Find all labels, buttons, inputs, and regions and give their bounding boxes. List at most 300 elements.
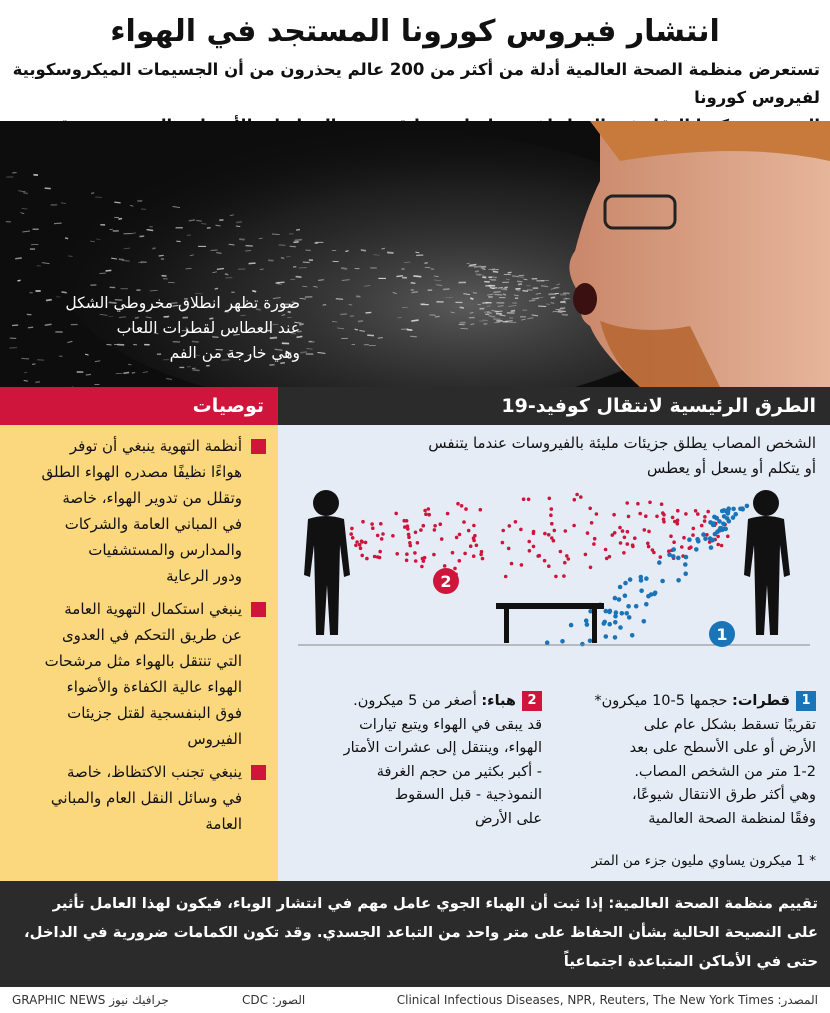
intro-text [10, 56, 820, 116]
aerosol-particle [671, 516, 675, 520]
square-bullet-icon [251, 439, 266, 454]
spray-streak [118, 219, 122, 220]
aerosol-particle [684, 512, 688, 516]
spray-streak [215, 288, 218, 289]
aerosol-particle [647, 545, 651, 549]
droplet-particle [722, 508, 727, 513]
aerosol-particle [514, 520, 518, 524]
svg-text:2: 2 [440, 572, 452, 591]
spray-streak [341, 268, 347, 269]
aerosol-particle [706, 510, 710, 514]
droplet-particle [683, 562, 688, 567]
droplet-particle [667, 553, 672, 558]
aerosol-particle [716, 543, 720, 547]
droplet-particle [584, 618, 589, 623]
aerosol-particle [522, 497, 526, 501]
aerosol-particle [562, 574, 566, 578]
recommendation-item [8, 759, 268, 837]
aerosol-particle [682, 536, 686, 540]
droplet-particle [608, 609, 613, 614]
spray-streak [498, 306, 504, 307]
spray-streak [558, 311, 566, 312]
droplets-line: 1-2 متر من الشخص المصاب. [634, 763, 816, 780]
brand-credit: GRAPHIC NEWS جرافيك نيوز [12, 993, 169, 1007]
spray-streak [503, 294, 506, 295]
spray-streak [147, 230, 154, 231]
aerosol-particle [646, 542, 650, 546]
droplet-particle [671, 547, 676, 552]
aerosol-particle [423, 556, 427, 560]
spray-streak [225, 274, 228, 275]
source-credit: المصدر: Clinical Infectious Diseases, NPR, Reuters, The New York Times [396, 993, 818, 1007]
droplet-particle [701, 532, 706, 537]
transmission-diagram [278, 485, 830, 685]
aerosol-line: على الأرض [475, 810, 542, 827]
spray-streak [54, 223, 62, 224]
spray-streak [276, 282, 280, 283]
aerosol-particle [472, 539, 476, 543]
aerosol-particle [460, 504, 464, 508]
aerosol-particle [423, 509, 427, 513]
droplet-particle [624, 611, 629, 616]
aerosol-particle [595, 512, 599, 516]
reco-line: ينبغي تجنب الاكتظاظ، خاصة [67, 763, 242, 781]
recommendations-panel [0, 425, 278, 881]
aerosol-particle [391, 534, 395, 538]
spray-streak [411, 292, 417, 293]
droplet-particle [613, 596, 618, 601]
droplet-particle [639, 588, 644, 593]
droplet-particle [649, 592, 654, 597]
aerosol-number-badge: 2 [522, 691, 542, 711]
page-title: انتشار فيروس كورونا المستجد في الهواء [110, 14, 720, 49]
spray-streak [293, 242, 298, 243]
aerosol-particle [726, 535, 730, 539]
spray-streak [24, 381, 28, 382]
reco-line: الفيروس [187, 730, 242, 748]
spray-streak [23, 193, 28, 194]
droplets-label: قطرات: [732, 693, 790, 709]
who-assessment [0, 881, 830, 987]
aerosol-particle [419, 528, 423, 532]
aerosol-particle [507, 547, 511, 551]
aerosol-particle [413, 551, 417, 555]
aerosol-particle [573, 498, 577, 502]
spray-streak [474, 266, 481, 267]
droplet-particle [717, 519, 722, 524]
aerosol-particle [376, 555, 380, 559]
droplet-particle [696, 539, 701, 544]
spray-streak [132, 372, 135, 373]
aerosol-particle [453, 567, 457, 571]
caption-line: عند العطاس لقطرات اللعاب [116, 319, 300, 337]
spray-streak [511, 311, 515, 312]
aerosol-particle [433, 528, 437, 532]
aerosol-particle [365, 557, 369, 561]
aerosol-particle [458, 559, 462, 563]
droplets-number-badge: 1 [796, 691, 816, 711]
spray-streak [201, 224, 206, 225]
droplet-particle [726, 511, 731, 516]
aerosol-particle [703, 519, 707, 523]
spray-streak [562, 315, 568, 316]
aerosol-particle [402, 519, 406, 523]
spray-streak [279, 245, 286, 246]
droplet-particle [727, 519, 732, 524]
aerosol-particle [528, 549, 532, 553]
aerosol-particle [672, 540, 676, 544]
droplet-particle [634, 604, 639, 609]
aerosol-particle [407, 535, 411, 539]
droplet-particle [687, 537, 692, 542]
aerosol-particle [536, 554, 540, 558]
aerosol-particle [420, 565, 424, 569]
aerosol-particle [439, 522, 443, 526]
droplet-particle [618, 625, 623, 630]
spray-streak [536, 297, 543, 298]
droplet-particle [708, 536, 713, 541]
aerosol-particle [720, 544, 724, 548]
droplets-line: وهي أكثر طرق الانتقال شيوعًا، [631, 787, 816, 803]
aerosol-particle [475, 544, 479, 548]
aerosol-particle [655, 515, 659, 519]
droplets-line: تقريبًا تسقط بشكل عام على [643, 716, 816, 733]
aerosol-particle [592, 542, 596, 546]
spray-streak [345, 251, 348, 252]
spray-streak [86, 374, 91, 375]
droplet-particle [723, 527, 728, 532]
spray-streak [68, 256, 72, 257]
micron-footnote: * 1 ميكرون يساوي مليون جزء من المتر [591, 853, 816, 869]
intro-line: تستعرض منظمة الصحة العالمية أدلة من أكثر من 200 عالم يحذرون من أن الجسيمات الميكروسكوبية لفيروس كورونا [12, 60, 820, 107]
aerosol-particle [510, 562, 514, 566]
droplets-line: وفقًا لمنظمة الصحة العالمية [648, 810, 816, 827]
spray-streak [469, 264, 476, 265]
aerosol-particle [643, 528, 647, 532]
aerosol-particle [463, 552, 467, 556]
spray-streak [17, 280, 20, 281]
aerosol-particle [604, 548, 608, 552]
spray-streak [552, 311, 557, 312]
aerosol-particle [355, 540, 359, 544]
aerosol-particle [456, 502, 460, 506]
droplet-particle [703, 537, 708, 542]
spray-streak [517, 290, 520, 291]
spray-streak [424, 263, 427, 264]
aerosol-particle [381, 532, 385, 536]
reco-line: العامة [205, 815, 242, 833]
droplet-particle [628, 577, 633, 582]
aerosol-heading-line [292, 690, 542, 714]
aerosol-particle [427, 507, 431, 511]
aerosol-particle [567, 557, 571, 561]
aerosol-particle [379, 522, 383, 526]
aerosol-line: الهواء، وينتقل إلى عشرات الأمتار [343, 740, 542, 756]
aerosol-particle [351, 536, 355, 540]
aerosol-particle [405, 552, 409, 556]
aerosol-particle [547, 533, 551, 537]
infected-person-figure [744, 490, 790, 635]
aerosol-particle [584, 553, 588, 557]
spray-streak [475, 271, 479, 272]
spray-streak [501, 289, 508, 290]
aerosol-particle [553, 529, 557, 533]
reco-line: هواءًا نظيفًا مصدره الهواء الطلق [41, 463, 242, 481]
spray-streak [260, 269, 264, 270]
droplet-particle [653, 591, 658, 596]
aerosol-particle [572, 524, 576, 528]
aerosol-particle [472, 554, 476, 558]
caption-line: صورة تظهر انطلاق مخروطي الشكل [65, 294, 300, 312]
droplet-particle [711, 521, 716, 526]
spray-streak [560, 301, 565, 302]
aerosol-particle [543, 532, 547, 536]
spray-streak [413, 276, 421, 277]
droplet-particle [545, 640, 550, 645]
spray-streak [152, 248, 155, 249]
aerosol-particle [669, 534, 673, 538]
aerosol-label: هباء: [481, 693, 516, 709]
droplet-particle [613, 635, 618, 640]
reco-line: الهواء عالية الكفاءة والأضواء [66, 678, 242, 696]
marker-aerosol [433, 568, 459, 594]
aerosol-particle [549, 513, 553, 517]
aerosol-particle [440, 537, 444, 541]
aerosol-particle [358, 543, 362, 547]
assessment-line: على النصيحة الحالية بشأن الحفاظ على متر واحد من التباعد الجسدي. وقد تكون الكمامات ضرورية في الداخل، [24, 924, 818, 941]
aerosol-particle [593, 537, 597, 541]
aerosol-particle [451, 551, 455, 555]
droplet-particle [580, 642, 585, 647]
aerosol-particle [552, 539, 556, 543]
aerosol-particle [532, 531, 536, 535]
aerosol-particle [696, 512, 700, 516]
spray-streak [196, 221, 201, 222]
spray-streak [358, 321, 363, 322]
droplet-particle [709, 545, 714, 550]
spray-streak [355, 329, 358, 330]
square-bullet-icon [251, 602, 266, 617]
aerosol-particle [700, 524, 704, 528]
aerosol-particle [443, 564, 447, 568]
aerosol-particle [575, 493, 579, 497]
aerosol-particle [633, 536, 637, 540]
aerosol-particle [479, 508, 483, 512]
aerosol-particle [364, 541, 368, 545]
aerosol-particle [660, 502, 664, 506]
aerosol-particle [608, 555, 612, 559]
droplet-particle [731, 507, 736, 512]
aerosol-particles [349, 493, 729, 579]
aerosol-particle [414, 559, 418, 563]
aerosol-particle [662, 520, 666, 524]
aerosol-particle [378, 550, 382, 554]
aerosol-particle [406, 527, 410, 531]
spray-streak [193, 370, 200, 371]
aerosol-particle [621, 529, 625, 533]
reco-line: وتقلل من تدوير الهواء، خاصة [62, 489, 242, 507]
aerosol-particle [651, 548, 655, 552]
aerosol-particle [676, 509, 680, 513]
aerosol-particle [458, 533, 462, 537]
aerosol-particle [532, 545, 536, 549]
aerosol-particle [703, 515, 707, 519]
spray-streak [106, 270, 112, 271]
aerosol-particle [648, 501, 652, 505]
aerosol-particle [373, 555, 377, 559]
aerosol-particle [432, 553, 436, 557]
droplet-particle [731, 515, 736, 520]
aerosol-particle [692, 527, 696, 531]
aerosol-particle [543, 559, 547, 563]
spray-streak [560, 308, 564, 309]
recommendation-item [8, 596, 268, 752]
droplet-particle [623, 593, 628, 598]
spray-streak [306, 348, 312, 349]
aerosol-particle [361, 520, 365, 524]
aerosol-particle [354, 544, 358, 548]
droplets-heading-line [566, 690, 816, 714]
aerosol-particle [403, 525, 407, 529]
aerosol-particle [618, 526, 622, 530]
aerosol-particle [548, 497, 552, 501]
spray-streak [236, 222, 242, 223]
aerosol-particle [667, 549, 671, 553]
aerosol-particle [631, 543, 635, 547]
droplet-particle [604, 609, 609, 614]
droplet-particle [644, 602, 649, 607]
spray-streak [482, 320, 487, 321]
spray-streak [187, 367, 191, 368]
aerosol-particle [359, 546, 363, 550]
aerosol-particle [647, 530, 651, 534]
aerosol-particle [360, 554, 364, 558]
droplet-particle [657, 560, 662, 565]
droplet-particle [626, 604, 631, 609]
spray-streak [487, 312, 492, 313]
droplet-particle [588, 639, 593, 644]
droplet-particle [560, 639, 565, 644]
reco-line: التي تنتقل بالهواء مثل مرشحات [44, 652, 242, 670]
aerosol-particle [550, 507, 554, 511]
aerosol-particle [680, 545, 684, 549]
aerosol-particle [662, 513, 666, 517]
spray-streak [65, 238, 68, 239]
spray-streak [504, 274, 511, 275]
aerosol-particle [626, 542, 630, 546]
reco-line: ودور الرعاية [166, 567, 242, 585]
aerosol-particle [519, 528, 523, 532]
spray-streak [546, 304, 550, 305]
droplet-particle [613, 620, 618, 625]
spray-streak [495, 294, 503, 295]
spray-streak [300, 352, 307, 353]
aerosol-particle [590, 521, 594, 525]
spray-streak [508, 272, 512, 273]
aerosol-particle [371, 526, 375, 530]
droplet-particle [683, 571, 688, 576]
aerosol-particle [565, 554, 569, 558]
aerosol-particle [376, 534, 380, 538]
aerosol-particle [349, 532, 353, 536]
caption-line: وهي خارجة من الفم [169, 344, 300, 362]
routes-intro [296, 431, 816, 481]
spray-streak [548, 294, 556, 295]
aerosol-particle [559, 550, 563, 554]
svg-text:1: 1 [716, 625, 728, 644]
droplet-particle [721, 522, 726, 527]
aerosol-particle [464, 507, 468, 511]
spray-streak [365, 312, 371, 313]
spray-streak [122, 260, 130, 261]
spray-streak [123, 372, 129, 373]
footer [0, 987, 830, 1013]
droplet-particle [676, 556, 681, 561]
aerosol-particle [508, 524, 512, 528]
aerosol-line: قد يبقى في الهواء ويتبع تيارات [359, 716, 542, 733]
aerosol-particle [564, 529, 568, 533]
droplet-particle [738, 507, 743, 512]
aerosol-particle [527, 540, 531, 544]
aerosol-particle [469, 544, 473, 548]
aerosol-particle [394, 512, 398, 516]
routes-heading: الطرق الرئيسية لانتقال كوفيد-19 [278, 387, 830, 425]
spray-streak [296, 277, 302, 278]
spray-streak [236, 226, 240, 227]
spray-streak [272, 234, 280, 235]
assessment-line: تقييم منظمة الصحة العالمية: إذا ثبت أن الهباء الجوي عامل مهم في انتشار الوباء، فيكون لهذا العامل تأثير [52, 895, 818, 912]
reco-line: فوق البنفسجية لقتل جزيئات [67, 704, 242, 722]
marker-droplets [709, 621, 735, 647]
spray-streak [35, 382, 40, 383]
droplet-particle [676, 578, 681, 583]
droplet-particle [618, 585, 623, 590]
spray-streak [411, 320, 418, 321]
aerosol-particle [455, 536, 459, 540]
spray-streak [387, 252, 393, 253]
spray-streak [15, 258, 22, 259]
aerosol-particle [424, 512, 428, 516]
droplet-particle [745, 504, 750, 509]
aerosol-size: أصغر من 5 ميكرون. [353, 693, 477, 709]
droplets-description [566, 690, 816, 831]
assessment-line: حتى في الأماكن المتباعدة اجتماعياً [563, 953, 818, 970]
reco-line: ينبغي استكمال التهوية العامة [64, 600, 242, 618]
spray-streak [473, 292, 477, 293]
aerosol-particle [405, 559, 409, 563]
spray-streak [500, 315, 506, 316]
aerosol-particle [414, 531, 418, 535]
droplet-particle [617, 597, 622, 602]
aerosol-particle [622, 551, 626, 555]
spray-streak [361, 250, 366, 251]
spray-streak [415, 252, 419, 253]
sneeze-photo [0, 121, 830, 387]
droplet-particle [604, 634, 609, 639]
routes-panel [278, 425, 830, 881]
spray-streak [470, 298, 473, 299]
aerosol-particle [589, 566, 593, 570]
spray-streak [166, 379, 172, 380]
recommendations-heading: توصيات [0, 387, 278, 425]
spray-streak [493, 272, 498, 273]
droplet-particle [639, 575, 644, 580]
aerosol-particle [588, 507, 592, 511]
reco-line: عن طريق التحكم في العدوى [61, 626, 242, 644]
droplet-particle [684, 555, 689, 560]
aerosol-particle [350, 527, 354, 531]
aerosol-particle [638, 512, 642, 516]
